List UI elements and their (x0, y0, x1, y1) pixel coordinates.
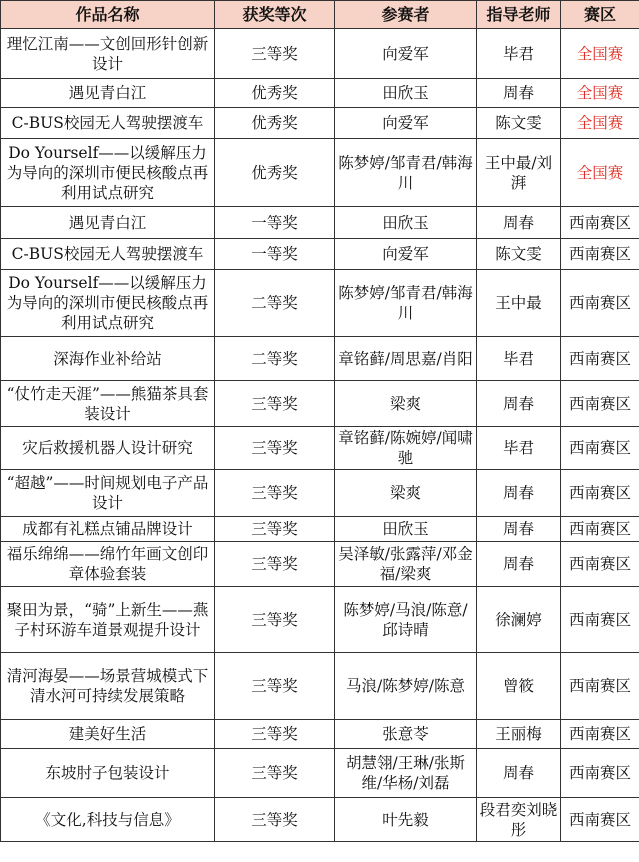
table-row (1, 139, 639, 207)
cell-advisor: 周春 (477, 207, 561, 239)
cell-work-name: 遇见青白江 (1, 207, 215, 239)
cell-region: 西南赛区 (561, 542, 639, 587)
table-row (1, 29, 639, 79)
cell-advisor: 陈文雯 (477, 239, 561, 270)
cell-region: 全国赛 (561, 29, 639, 79)
cell-participants: 张意苓 (335, 720, 477, 749)
cell-award-level: 三等奖 (215, 587, 335, 653)
cell-award-level: 三等奖 (215, 720, 335, 749)
cell-work-name: 《文化,科技与信息》 (1, 798, 215, 842)
table-row (1, 381, 639, 427)
table-row (1, 653, 639, 720)
cell-region: 全国赛 (561, 108, 639, 139)
cell-work-name: “超越”——时间规划电子产品设计 (1, 470, 215, 517)
cell-award-level: 三等奖 (215, 381, 335, 427)
cell-participants: 梁爽 (335, 381, 477, 427)
cell-work-name: 成都有礼糕点铺品牌设计 (1, 517, 215, 542)
cell-work-name: C-BUS校园无人驾驶摆渡车 (1, 108, 215, 139)
cell-work-name: “仗竹走天涯”——熊猫茶具套装设计 (1, 381, 215, 427)
header-advisor: 指导老师 (477, 1, 561, 29)
header-award-level: 获奖等次 (215, 1, 335, 29)
cell-region: 西南赛区 (561, 207, 639, 239)
header-region: 赛区 (561, 1, 639, 29)
cell-award-level: 三等奖 (215, 427, 335, 470)
cell-award-level: 优秀奖 (215, 79, 335, 108)
table-row (1, 542, 639, 587)
cell-award-level: 二等奖 (215, 337, 335, 381)
cell-work-name: 遇见青白江 (1, 79, 215, 108)
cell-advisor: 周春 (477, 79, 561, 108)
table-row (1, 427, 639, 470)
cell-work-name: Do Yourself——以缓解压力为导向的深圳市便民核酸点再利用试点研究 (1, 139, 215, 207)
cell-participants: 梁爽 (335, 470, 477, 517)
cell-award-level: 三等奖 (215, 653, 335, 720)
cell-award-level: 优秀奖 (215, 108, 335, 139)
cell-region: 西南赛区 (561, 427, 639, 470)
cell-advisor: 陈文雯 (477, 108, 561, 139)
cell-participants: 吴泽敏/张露萍/邓金福/梁爽 (335, 542, 477, 587)
cell-region: 西南赛区 (561, 337, 639, 381)
cell-participants: 田欣玉 (335, 517, 477, 542)
cell-work-name: 清河海晏——场景营城模式下清水河可持续发展策略 (1, 653, 215, 720)
cell-award-level: 二等奖 (215, 270, 335, 337)
cell-work-name: 理忆江南——文创回形针创新设计 (1, 29, 215, 79)
cell-advisor: 毕君 (477, 29, 561, 79)
cell-work-name: 东坡肘子包装设计 (1, 749, 215, 798)
header-participants: 参赛者 (335, 1, 477, 29)
cell-participants: 向爱军 (335, 108, 477, 139)
cell-region: 西南赛区 (561, 517, 639, 542)
cell-award-level: 三等奖 (215, 29, 335, 79)
cell-work-name: 聚田为景，“骑”上新生——燕子村环游车道景观提升设计 (1, 587, 215, 653)
cell-region: 西南赛区 (561, 749, 639, 798)
cell-award-level: 三等奖 (215, 798, 335, 842)
table-row (1, 270, 639, 337)
cell-work-name: C-BUS校园无人驾驶摆渡车 (1, 239, 215, 270)
cell-award-level: 三等奖 (215, 470, 335, 517)
cell-region: 西南赛区 (561, 720, 639, 749)
cell-award-level: 三等奖 (215, 542, 335, 587)
cell-advisor: 曾筱 (477, 653, 561, 720)
cell-region: 西南赛区 (561, 270, 639, 337)
cell-advisor: 周春 (477, 517, 561, 542)
table-row (1, 587, 639, 653)
cell-participants: 章铭藓/陈婉婷/闻啸驰 (335, 427, 477, 470)
cell-work-name: 灾后救援机器人设计研究 (1, 427, 215, 470)
cell-participants: 陈梦婷/马浪/陈意/邱诗晴 (335, 587, 477, 653)
table-row (1, 239, 639, 270)
cell-participants: 田欣玉 (335, 207, 477, 239)
cell-participants: 向爱军 (335, 29, 477, 79)
cell-region: 全国赛 (561, 79, 639, 108)
table-row (1, 79, 639, 108)
cell-participants: 马浪/陈梦婷/陈意 (335, 653, 477, 720)
cell-advisor: 周春 (477, 381, 561, 427)
table-row (1, 207, 639, 239)
cell-advisor: 周春 (477, 749, 561, 798)
cell-advisor: 王中最 (477, 270, 561, 337)
table-row (1, 749, 639, 798)
cell-award-level: 三等奖 (215, 517, 335, 542)
cell-advisor: 王中最/刘湃 (477, 139, 561, 207)
cell-advisor: 毕君 (477, 337, 561, 381)
cell-work-name: 深海作业补给站 (1, 337, 215, 381)
cell-participants: 田欣玉 (335, 79, 477, 108)
cell-work-name: Do Yourself——以缓解压力为导向的深圳市便民核酸点再利用试点研究 (1, 270, 215, 337)
cell-region: 西南赛区 (561, 798, 639, 842)
cell-region: 西南赛区 (561, 653, 639, 720)
cell-participants: 叶先毅 (335, 798, 477, 842)
cell-region: 西南赛区 (561, 381, 639, 427)
table-row (1, 517, 639, 542)
cell-award-level: 一等奖 (215, 207, 335, 239)
cell-region: 西南赛区 (561, 470, 639, 517)
cell-participants: 胡慧翎/王琳/张斯维/华杨/刘磊 (335, 749, 477, 798)
table-row (1, 108, 639, 139)
cell-award-level: 优秀奖 (215, 139, 335, 207)
cell-region: 西南赛区 (561, 587, 639, 653)
cell-participants: 陈梦婷/邹青君/韩海川 (335, 270, 477, 337)
header-row (1, 1, 639, 29)
cell-participants: 向爱军 (335, 239, 477, 270)
cell-work-name: 福乐绵绵——绵竹年画文创印章体验套装 (1, 542, 215, 587)
cell-participants: 陈梦婷/邹青君/韩海川 (335, 139, 477, 207)
cell-region: 西南赛区 (561, 239, 639, 270)
cell-advisor: 王丽梅 (477, 720, 561, 749)
cell-participants: 章铭藓/周思嘉/肖阳 (335, 337, 477, 381)
cell-advisor: 毕君 (477, 427, 561, 470)
cell-work-name: 建美好生活 (1, 720, 215, 749)
header-work-name: 作品名称 (1, 1, 215, 29)
cell-advisor: 周春 (477, 542, 561, 587)
cell-advisor: 周春 (477, 470, 561, 517)
cell-advisor: 徐澜婷 (477, 587, 561, 653)
table-row (1, 798, 639, 842)
table-row (1, 720, 639, 749)
cell-award-level: 三等奖 (215, 749, 335, 798)
cell-region: 全国赛 (561, 139, 639, 207)
cell-award-level: 一等奖 (215, 239, 335, 270)
table-row (1, 470, 639, 517)
table-row (1, 337, 639, 381)
cell-advisor: 段君奕刘晓彤 (477, 798, 561, 842)
